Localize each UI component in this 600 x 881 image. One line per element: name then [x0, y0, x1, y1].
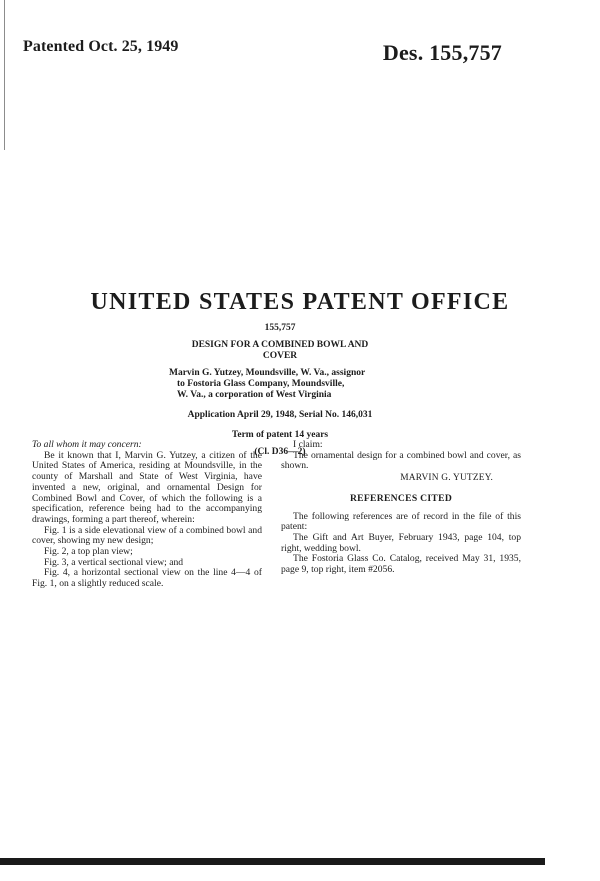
design-patent-number: Des. 155,757: [382, 40, 502, 65]
design-title-line-2: COVER: [262, 351, 298, 361]
inventor-block: [169, 368, 389, 401]
design-title-line-1: DESIGN FOR A COMBINED BOWL AND: [191, 340, 369, 350]
figure-2-description: Fig. 2, a top plan view;: [44, 546, 133, 558]
inventor-line-2: to Fostoria Glass Company, Moundsville,: [177, 379, 345, 389]
page-edge-line: [4, 0, 5, 150]
figure-1-description: Fig. 1 is a side elevational view of a combined bowl and cover, showing my new design;: [32, 524, 262, 547]
patent-header-block: [0, 323, 560, 458]
inventor-signature: MARVIN G. YUTZEY.: [400, 473, 493, 484]
patent-term: Term of patent 14 years: [231, 430, 329, 440]
inventor-line-3: W. Va., a corporation of West Virginia: [177, 390, 332, 400]
bottom-rule: [0, 858, 545, 865]
claim-lead: I claim:: [293, 439, 323, 450]
office-title: UNITED STATES PATENT OFFICE: [90, 289, 510, 315]
classification: (Cl. D36—2): [254, 447, 306, 457]
application-line: Application April 29, 1948, Serial No. 146,031: [187, 410, 373, 420]
inventor-line-1: Marvin G. Yutzey, Moundsville, W. Va., assignor: [169, 368, 366, 378]
patent-number: 155,757: [264, 323, 296, 333]
salutation: To all whom it may concern:: [32, 439, 142, 450]
reference-item: The Fostoria Glass Co. Catalog, received May 31, 1935, page 9, top right, item #2056.: [281, 553, 521, 576]
reference-item: The Gift and Art Buyer, February 1943, page 104, top right, wedding bowl.: [281, 531, 521, 554]
references-heading: REFERENCES CITED: [349, 492, 453, 504]
patent-date: Patented Oct. 25, 1949: [23, 38, 179, 55]
specification-paragraph: Be it known that I, Marvin G. Yutzey, a citizen of the United States of America, residing at Moundsville, in the county of Marshall and State of West Virginia, have invented a new, original, and ornamental Design for Combined Bowl and Cover, of which the following is a specification, reference being had to the accompanying drawings, forming a part thereof, wherein:: [32, 449, 262, 525]
figure-3-description: Fig. 3, a vertical sectional view; and: [44, 556, 184, 568]
claim-text: The ornamental design for a combined bowl and cover, as shown.: [281, 449, 521, 472]
specification-column: [32, 440, 262, 590]
references-intro: The following references are of record in the file of this patent:: [281, 510, 521, 533]
claim-column: [281, 440, 521, 576]
figure-4-description: Fig. 4, a horizontal sectional view on the line 4—4 of Fig. 1, on a slightly reduced scale.: [32, 567, 262, 590]
